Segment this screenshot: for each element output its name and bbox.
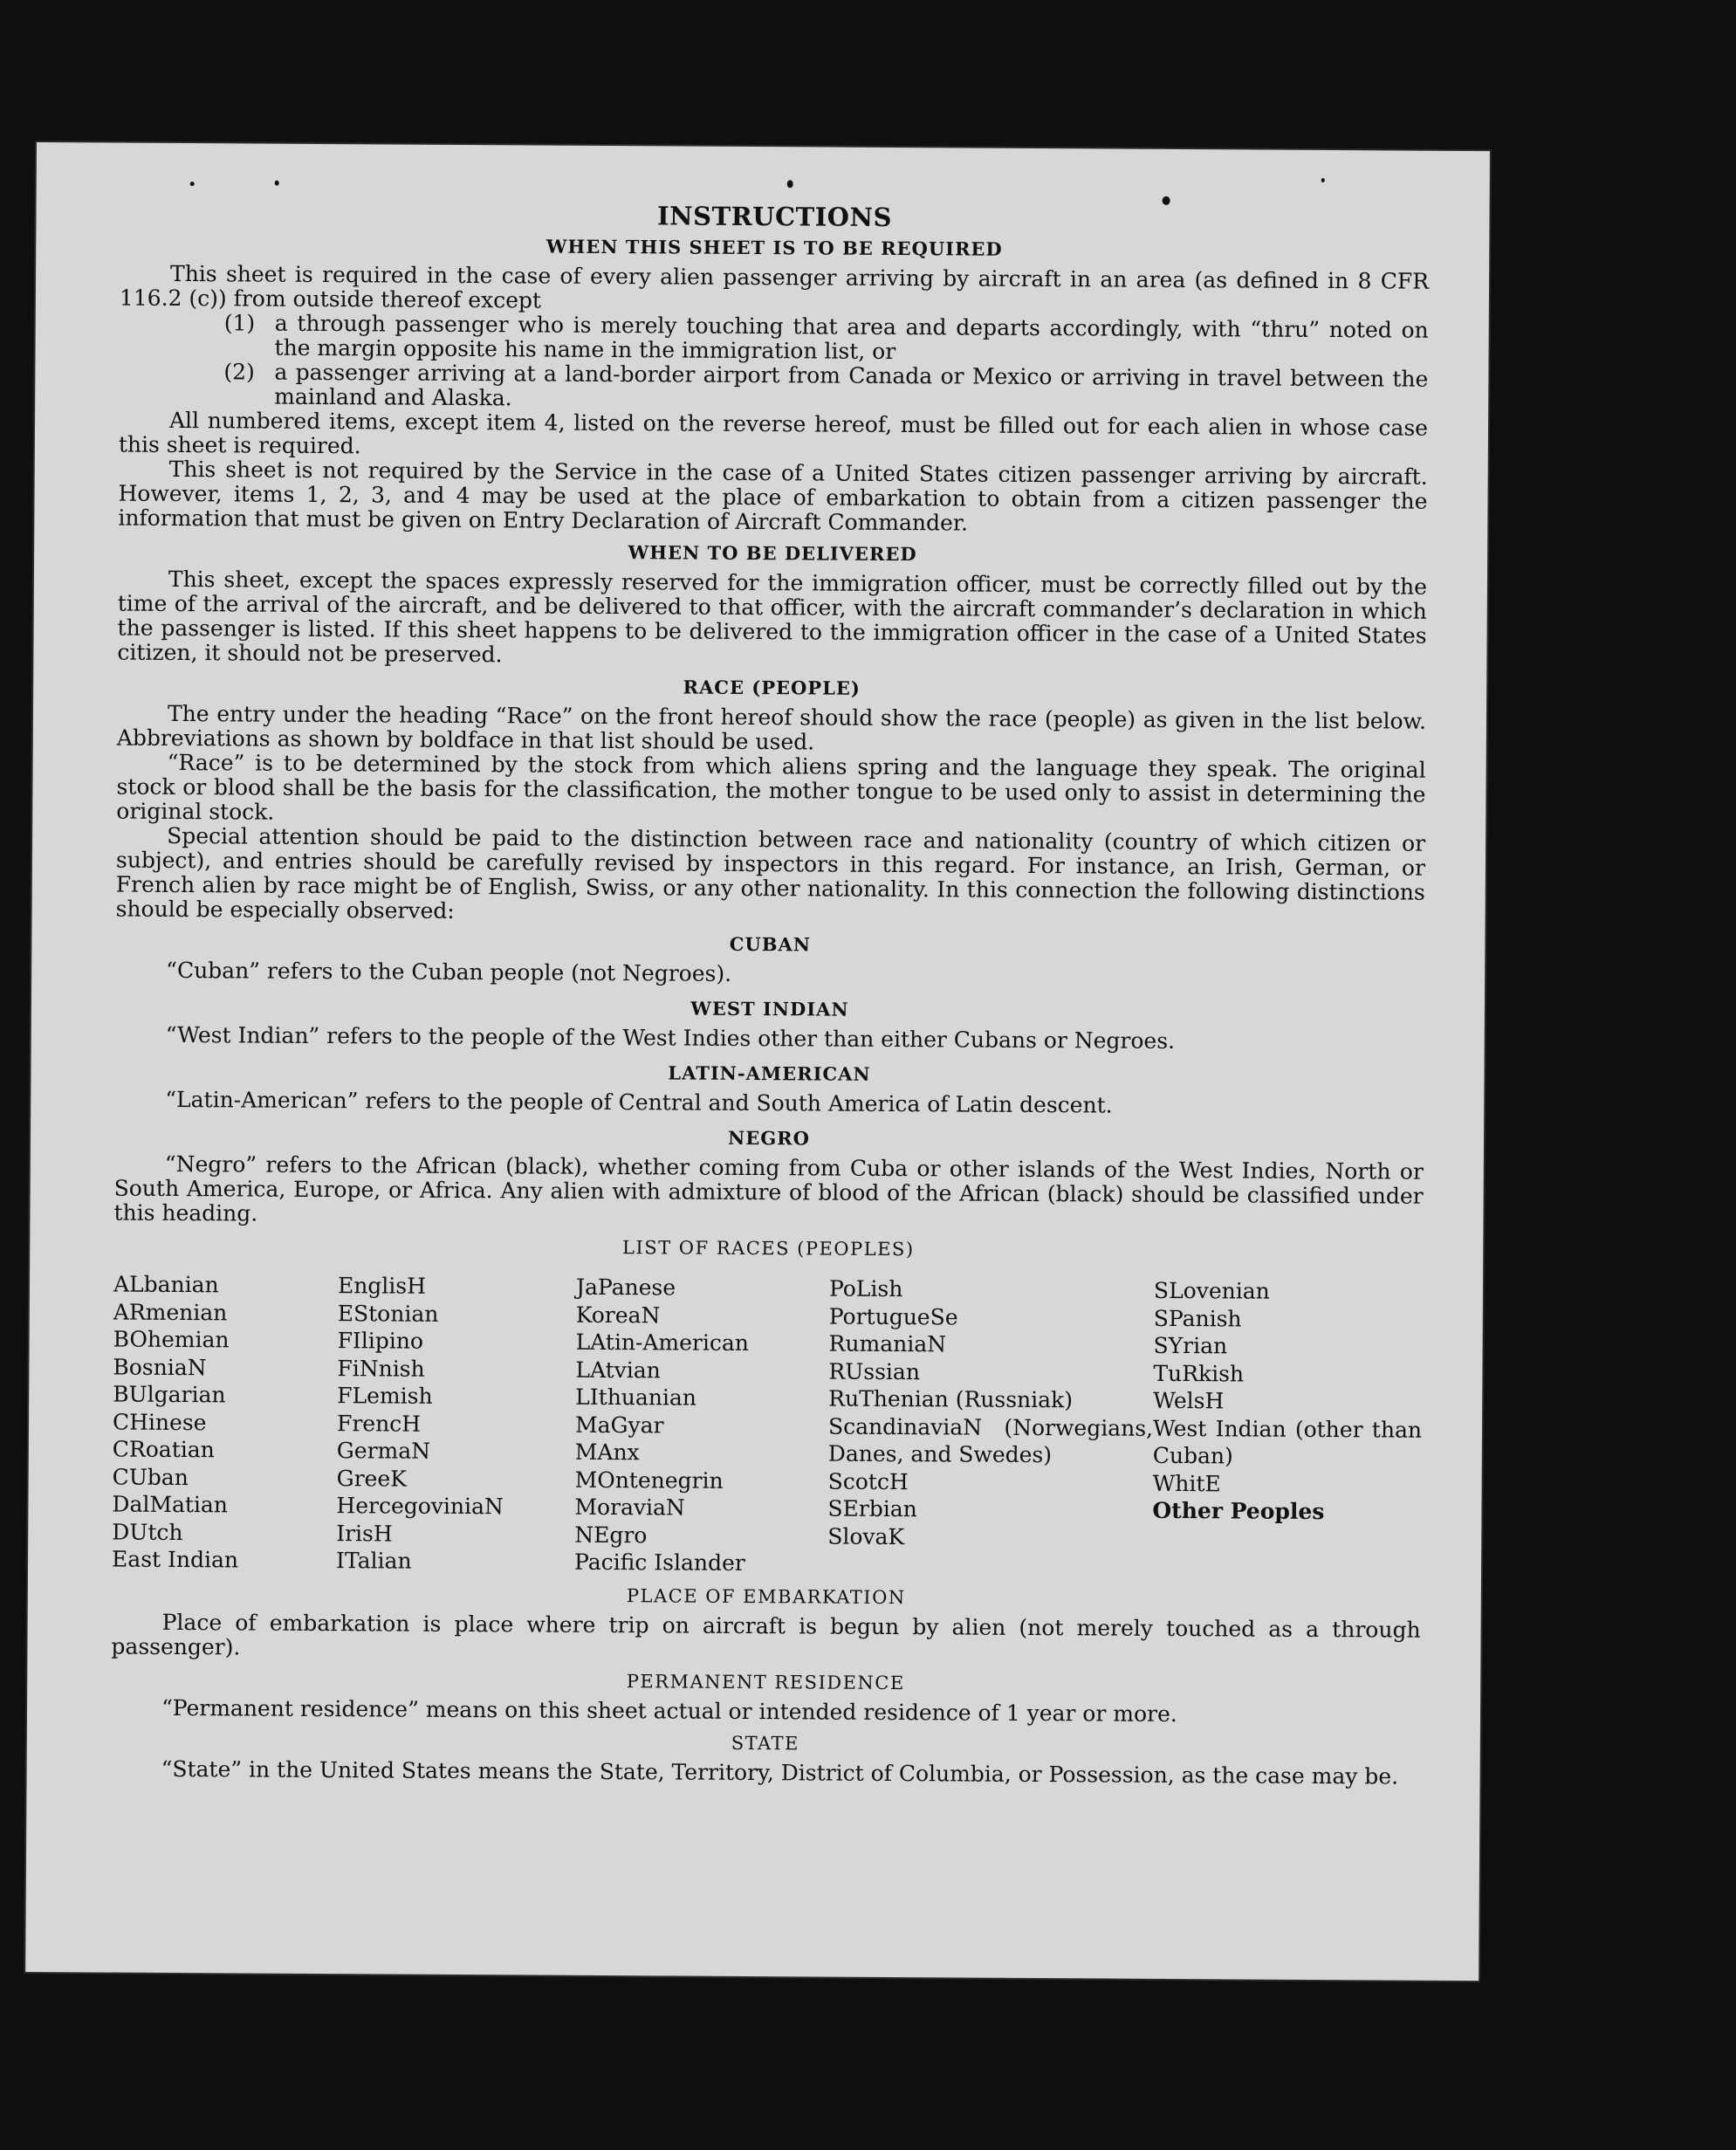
race-entry: DUtch — [112, 1519, 183, 1545]
race-entry: IrisH — [336, 1520, 393, 1547]
heading-race: RACE (PEOPLE) — [683, 676, 861, 699]
race-entry: HercegoviniaN — [336, 1493, 504, 1520]
definition-negro: “Negro” refers to the African (black), whether coming from Cuba or other islands of the West Indies, North or South America, Europe, or Africa. Any alien with admixture of blood of the African (black) should be classified under this heading. — [113, 1151, 1424, 1226]
definition-west-indian: “West Indian” refers to the people of the West Indies other than either Cubans or Negroes. — [165, 1021, 1176, 1054]
race-entry: SYrian — [1153, 1332, 1228, 1359]
race-entry: ScotcH — [827, 1468, 909, 1494]
paragraph-race-2: “Race” is to be determined by the stock from which aliens spring and the language they speak. The original stock or blood shall be the basis for the classification, the mother tongue to be used only to assist in determining the original stock. — [116, 749, 1426, 825]
instructions-content — [111, 201, 1430, 1789]
paragraph-embarkation: Place of embarkation is place where trip on aircraft is begun by alien (not merely touched as a through passenger). — [111, 1609, 1421, 1659]
race-entry: RUssian — [828, 1358, 921, 1384]
race-column — [827, 1275, 1154, 1580]
race-entry: NEgro — [574, 1521, 648, 1548]
race-entry: SErbian — [827, 1495, 917, 1522]
race-entry: MOntenegrin — [574, 1467, 724, 1494]
race-entry: LAtvian — [575, 1357, 661, 1383]
item-number: (2) — [223, 359, 255, 385]
race-entry: JaPanese — [575, 1274, 676, 1301]
list-item — [223, 360, 1428, 416]
heading-embarkation: PLACE OF EMBARKATION — [626, 1584, 906, 1608]
race-entry: WhitE — [1152, 1470, 1221, 1496]
race-entry: LIthuanian — [575, 1384, 697, 1411]
race-entry: LAtin-American — [575, 1329, 750, 1357]
race-entry: SPanish — [1153, 1305, 1242, 1331]
paragraph-when-delivered: This sheet, except the spaces expressly reserved for the immigration officer, must be correctly filled out by the time of the arrival of the aircraft, and be delivered to that officer, with the aircraft commander’s declaration in which the passenger is listed. If this sheet happens to be delivered to the immigration officer in the case of a United States citizen, it should not be preserved. — [117, 566, 1428, 668]
race-entry: ITalian — [335, 1548, 412, 1574]
race-column — [336, 1272, 576, 1576]
race-list-table — [112, 1271, 1423, 1582]
item-text: a passenger arriving at a land-border airport from Canada or Mexico or arriving in travel between the mainland and Alaska. — [274, 359, 1429, 411]
race-entry: GermaN — [336, 1438, 431, 1464]
race-entry: ScandinaviaN (Norwegians, Danes, and Swedes) — [827, 1413, 1154, 1468]
race-entry: FiNnish — [337, 1355, 425, 1382]
paragraph-when-required-intro: This sheet is required in the case of every alien passenger arriving by aircraft in an area (as defined in 8 CFR 116.2 (c)) from outside thereof except — [119, 260, 1430, 313]
paragraph-race-3: Special attention should be paid to the distinction between race and nationality (country of which citizen or subject), and entries should be carefully revised by inspectors in this regard. For instance, an Irish, German, or French alien by race might be of English, Swiss, or any other nationality. In this connection the following distinctions should be especially observed: — [115, 822, 1426, 924]
race-entry: GreeK — [336, 1465, 407, 1492]
list-item — [223, 311, 1428, 367]
heading-cuban: CUBAN — [729, 932, 812, 956]
race-entry: FIlipino — [337, 1328, 424, 1354]
heading-negro: NEGRO — [728, 1126, 811, 1150]
race-entry: RuThenian (Russniak) — [828, 1385, 1074, 1413]
race-entry: BUlgarian — [113, 1381, 226, 1408]
heading-west-indian: WEST INDIAN — [690, 997, 849, 1020]
paragraph-state: “State” in the United States means the State, Territory, District of Columbia, or Possession, as the case may be. — [161, 1755, 1399, 1789]
race-entry: East Indian — [111, 1546, 239, 1573]
race-entry: MaGyar — [574, 1412, 664, 1438]
race-entry: EnglisH — [337, 1273, 427, 1299]
paragraph-numbered-items: All numbered items, except item 4, listed on the reverse hereof, must be filled out for each alien in whose case this sheet is required. — [118, 407, 1429, 459]
race-entry: FLemish — [337, 1383, 433, 1409]
race-entry: KoreaN — [575, 1302, 661, 1328]
heading-when-delivered: WHEN TO BE DELIVERED — [628, 541, 917, 566]
heading-when-required: WHEN THIS SHEET IS TO BE REQUIRED — [546, 235, 1003, 260]
race-entry: SLovenian — [1153, 1277, 1270, 1304]
race-entry: CRoatian — [112, 1436, 215, 1463]
ink-speck — [275, 181, 279, 186]
race-entry: TuRkish — [1153, 1360, 1245, 1386]
race-entry: DalMatian — [112, 1491, 229, 1518]
heading-list-of-races: LIST OF RACES (PEOPLES) — [621, 1237, 915, 1260]
ink-speck — [787, 180, 793, 188]
definition-cuban: “Cuban” refers to the Cuban people (not Negroes). — [166, 957, 732, 986]
race-entry: FrencH — [336, 1410, 422, 1437]
paragraph-citizen: This sheet is not required by the Service in the case of a United States citizen passenger arriving by aircraft. However, items 1, 2, 3, and 4 may be used at the place of embarkation to obtain from a citizen passenger the information that must be given on Entry Declaration of Aircraft Commander. — [118, 456, 1428, 536]
race-entry: ARmenian — [113, 1299, 228, 1325]
race-column — [1152, 1277, 1423, 1581]
race-entry: BOhemian — [113, 1326, 230, 1353]
ink-speck — [1321, 178, 1325, 182]
ink-speck — [190, 182, 195, 186]
race-entry: CUban — [112, 1464, 189, 1490]
race-entry: RumaniaN — [828, 1330, 947, 1357]
race-entry: SlovaK — [827, 1523, 905, 1549]
ink-speck — [1163, 196, 1170, 205]
heading-state: STATE — [731, 1732, 799, 1754]
heading-permanent-residence: PERMANENT RESIDENCE — [626, 1670, 905, 1693]
race-entry: BosniaN — [113, 1354, 207, 1380]
race-entry: CHinese — [112, 1409, 207, 1435]
paragraph-permanent-residence: “Permanent residence” means on this sheet actual or intended residence of 1 year or more. — [161, 1694, 1177, 1727]
page-title: INSTRUCTIONS — [656, 201, 893, 232]
race-entry: PortugueSe — [828, 1303, 958, 1329]
race-entry: PoLish — [828, 1275, 903, 1302]
race-entry: Pacific Islander — [573, 1549, 745, 1576]
race-entry: WelsH — [1153, 1387, 1225, 1414]
race-column — [574, 1274, 829, 1577]
item-text: a through passenger who is merely touching that area and departs accordingly, with “thru” noted on the margin opposite his name in the immigration list, or — [274, 310, 1429, 365]
race-entry: Other Peoples — [1152, 1497, 1325, 1525]
race-column — [112, 1271, 338, 1575]
race-entry: MAnx — [574, 1439, 640, 1466]
race-entry: MoraviaN — [574, 1494, 685, 1521]
race-entry: ALbanian — [113, 1271, 219, 1298]
document-sheet — [25, 142, 1490, 1981]
paragraph-race-1: The entry under the heading “Race” on the front hereof should show the race (people) as given in the list below. Abbreviations as shown by boldface in that list should be used. — [116, 700, 1427, 755]
heading-latin-american: LATIN-AMERICAN — [668, 1061, 871, 1085]
item-number: (1) — [223, 310, 256, 336]
definition-latin-american: “Latin-American” refers to the people of Central and South America of Latin descent. — [165, 1086, 1113, 1118]
race-entry: EStonian — [337, 1300, 439, 1327]
race-entry: West Indian (other than Cuban) — [1152, 1415, 1423, 1469]
